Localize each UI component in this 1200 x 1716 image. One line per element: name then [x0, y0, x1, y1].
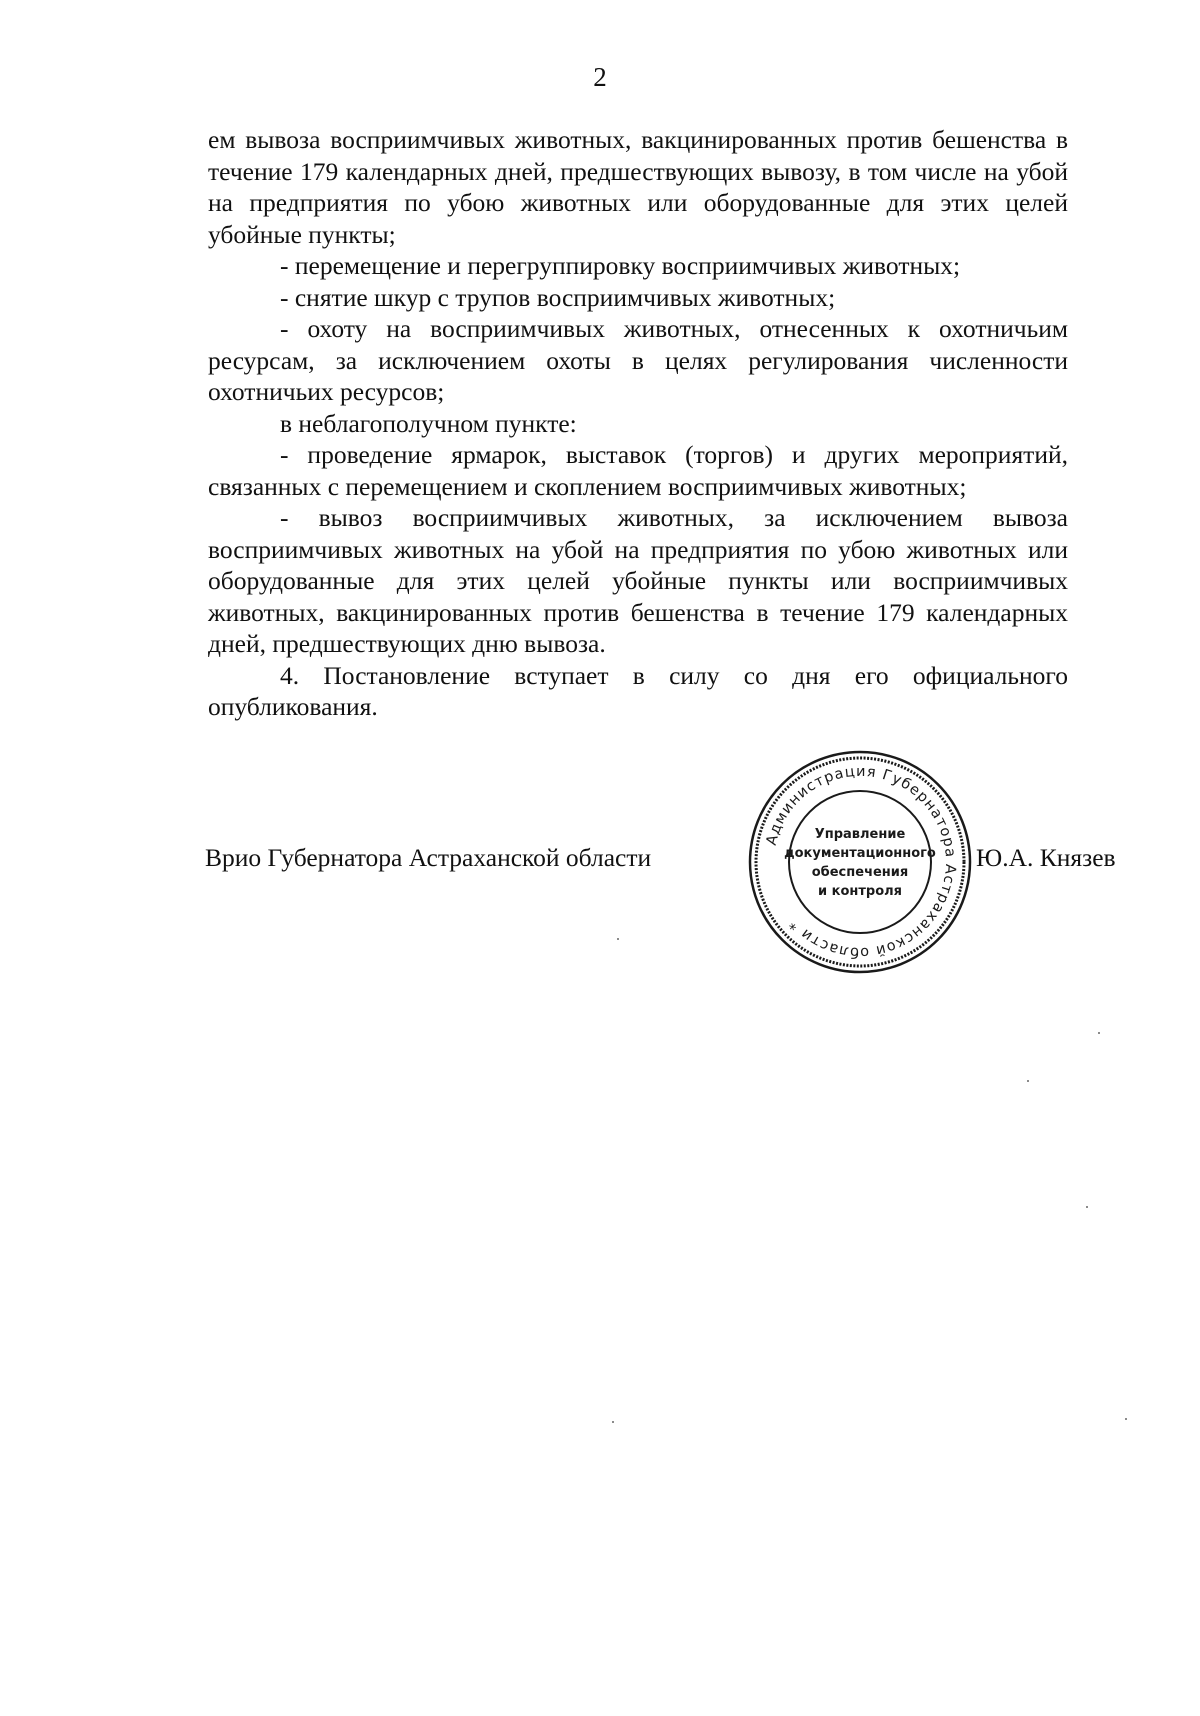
stamp-center-line: документационного — [784, 846, 936, 861]
official-stamp — [745, 747, 975, 977]
scan-speck — [612, 1421, 614, 1423]
paragraph: в неблагополучном пункте: — [280, 408, 577, 438]
stamp-center-line: обеспечения — [811, 865, 909, 880]
paragraph: - снятие шкур с трупов восприимчивых животных; — [280, 282, 836, 312]
paragraph: - проведение ярмарок, выставок (торгов) и других мероприятий, связанных с перемещением и скоплением восприимчивых животных; — [208, 440, 1068, 501]
stamp-center-line: и контроля — [817, 884, 903, 899]
scan-speck — [1125, 1418, 1127, 1420]
stamp-center-line: Управление — [814, 827, 906, 842]
scan-speck — [1027, 1080, 1029, 1082]
scan-speck — [1098, 1032, 1100, 1034]
scan-speck — [617, 938, 619, 940]
paragraph: ем вывоза восприимчивых животных, вакцинированных против бешенства в течение 179 календарных дней, предшествующих вывозу, в том числе на убой на предприятия по убою животных или оборудованные для этих целей убойные пункты; — [208, 125, 1068, 249]
signatory-name: Ю.А. Князев — [976, 843, 1116, 872]
page-number: 2 — [593, 62, 607, 92]
stamp-ring-text: Администрация Губернатора Астраханской области * — [763, 763, 959, 961]
paragraph: - охоту на восприимчивых животных, отнесенных к охотничьим ресурсам, за исключением охоты в целях регулирования численности охотничьих ресурсов; — [208, 314, 1068, 406]
paragraph: - перемещение и перегруппировку восприимчивых животных; — [280, 251, 961, 280]
scan-speck — [1086, 1206, 1088, 1208]
signatory-position: Врио Губернатора Астраханской области — [205, 843, 652, 872]
paragraph: - вывоз восприимчивых животных, за исключением вывоза восприимчивых животных на убой на предприятия по убою животных или оборудованные для этих целей убойные пункты или восприимчивых животных, вакцинированных против бешенства в течение 179 календарных дней, предшествующих дню вывоза. — [208, 503, 1068, 658]
paragraph: 4. Постановление вступает в силу со дня его официального опубликования. — [208, 660, 1068, 721]
document-body — [208, 124, 1068, 723]
